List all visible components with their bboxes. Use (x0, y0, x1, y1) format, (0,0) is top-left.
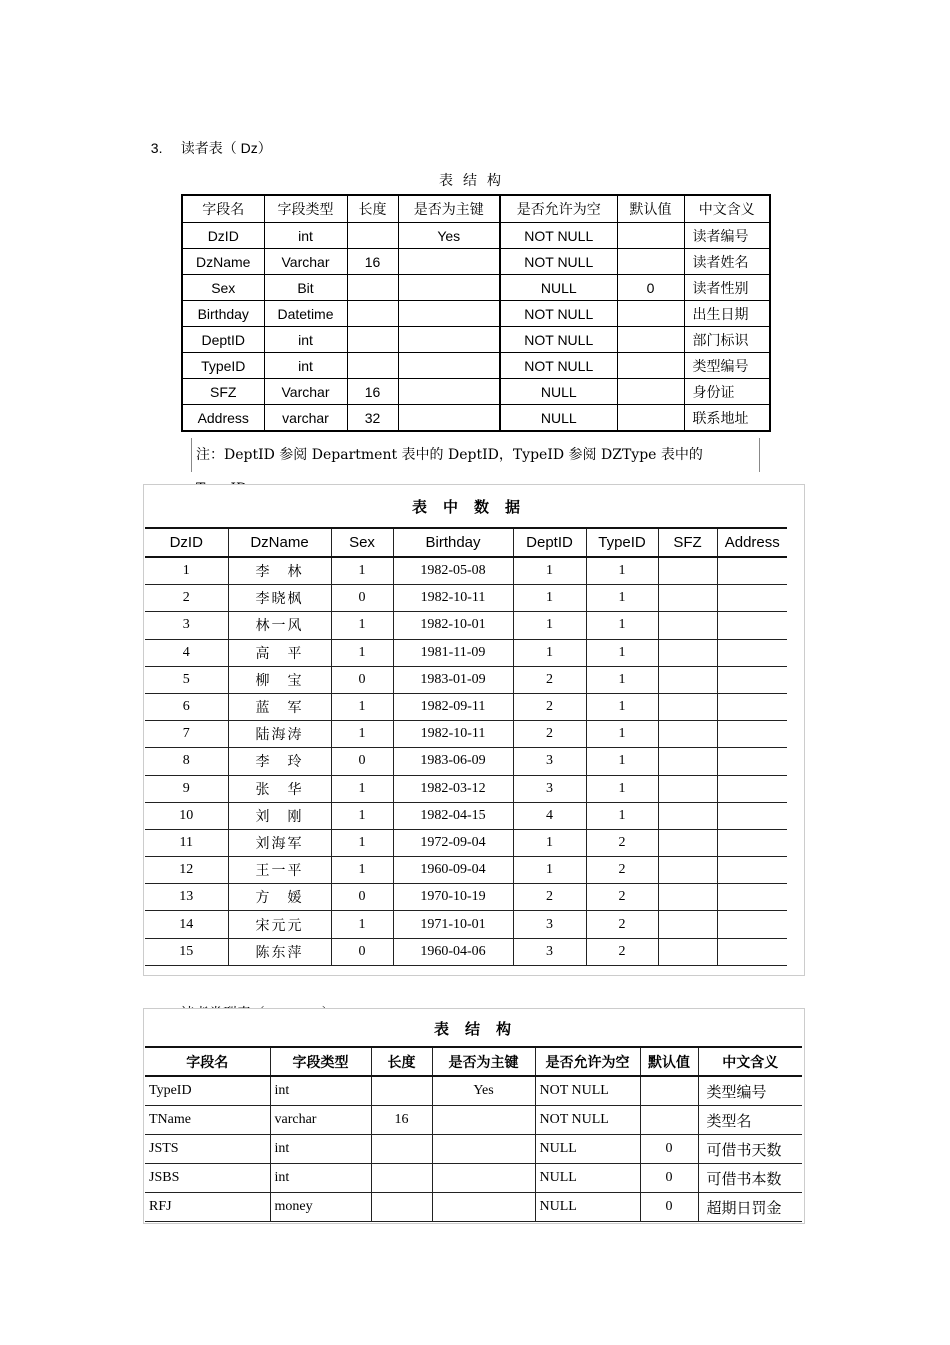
dz-data-cell (658, 829, 717, 856)
dz-structure-cell: Bit (264, 275, 347, 301)
dz-data-cell: 1 (513, 829, 586, 856)
dztype-cell (371, 1076, 432, 1106)
dz-structure-cell (347, 353, 398, 379)
dz-reference-note: 注：DeptID 参阅 Department 表中的 DeptID，TypeID 参阅 DZType 表中的 (191, 438, 760, 472)
dz-data-cell (717, 857, 787, 884)
dz-structure-cell: NOT NULL (500, 327, 617, 353)
dz-structure-cell: 16 (347, 379, 398, 405)
dz-data-cell: 高 平 (228, 639, 331, 666)
dz-data-cell: 2 (145, 585, 228, 612)
dz-data-cell (658, 938, 717, 965)
dz-structure-cell (347, 327, 398, 353)
dz-data-cell: 10 (145, 802, 228, 829)
dz-data-row (145, 585, 787, 612)
dz-data-header-cell: TypeID (586, 528, 658, 557)
dz-data-cell: 1970-10-19 (393, 884, 513, 911)
dz-data-row (145, 612, 787, 639)
dztype-cell: 可借书天数 (698, 1135, 802, 1164)
dz-structure-cell: DzName (182, 249, 264, 275)
dztype-header-cell: 长度 (371, 1047, 432, 1076)
dz-data-cell: 蓝 军 (228, 693, 331, 720)
dz-data-cell: 1 (331, 639, 393, 666)
dz-structure-header-cell: 字段类型 (264, 195, 347, 223)
dz-data-header-row (145, 528, 787, 557)
dztype-cell: TypeID (145, 1076, 270, 1106)
dztype-cell: NOT NULL (535, 1106, 640, 1135)
dz-structure-cell: DzID (182, 223, 264, 249)
dz-structure-cell: int (264, 223, 347, 249)
dz-data-row (145, 911, 787, 938)
dz-data-cell: 1982-03-12 (393, 775, 513, 802)
dztype-cell: NULL (535, 1135, 640, 1164)
dz-structure-cell: Address (182, 405, 264, 432)
dz-structure-row (182, 353, 770, 379)
dz-structure-cell: 16 (347, 249, 398, 275)
dz-data-cell: 1 (513, 639, 586, 666)
dz-data-cell (717, 612, 787, 639)
dz-data-row (145, 639, 787, 666)
dz-structure-header-row (182, 195, 770, 223)
dz-data-cell (658, 666, 717, 693)
dz-structure-header-cell: 中文含义 (684, 195, 770, 223)
dz-data-cell: 2 (586, 884, 658, 911)
dztype-cell (371, 1193, 432, 1222)
dz-data-row (145, 857, 787, 884)
dz-data-header-cell: Address (717, 528, 787, 557)
dz-structure-cell: DeptID (182, 327, 264, 353)
dz-structure-row (182, 249, 770, 275)
dztype-cell (371, 1164, 432, 1193)
dz-data-cell: 0 (331, 884, 393, 911)
dztype-cell: NOT NULL (535, 1076, 640, 1106)
dz-data-row (145, 775, 787, 802)
dz-data-cell: 1972-09-04 (393, 829, 513, 856)
dz-structure-cell: NULL (500, 405, 617, 432)
dz-data-cell: 1 (331, 693, 393, 720)
dztype-header-cell: 字段类型 (270, 1047, 371, 1076)
dz-data-cell: 1 (331, 557, 393, 585)
dz-data-cell: 刘 刚 (228, 802, 331, 829)
dz-structure-cell: Varchar (264, 249, 347, 275)
dztype-cell: 0 (640, 1164, 698, 1193)
dz-data-cell: 2 (513, 721, 586, 748)
dztype-structure-table (145, 1046, 802, 1222)
dz-data-row (145, 748, 787, 775)
dztype-cell: NULL (535, 1193, 640, 1222)
section-3-number: 3. (150, 140, 163, 156)
dztype-header-cell: 字段名 (145, 1047, 270, 1076)
dz-data-cell: 1960-09-04 (393, 857, 513, 884)
dz-structure-cell: varchar (264, 405, 347, 432)
dz-structure-row (182, 275, 770, 301)
dztype-cell: NULL (535, 1164, 640, 1193)
dz-data-cell: 2 (513, 884, 586, 911)
dz-structure-cell: Birthday (182, 301, 264, 327)
dz-data-cell: 1 (586, 557, 658, 585)
dz-data-row (145, 721, 787, 748)
dz-data-cell: 1 (331, 857, 393, 884)
dz-data-cell: 1 (331, 802, 393, 829)
dz-data-cell: 0 (331, 938, 393, 965)
dz-structure-cell (617, 405, 684, 432)
dz-data-cell: 4 (145, 639, 228, 666)
dz-data-cell: 李 林 (228, 557, 331, 585)
dz-structure-cell (617, 327, 684, 353)
dz-data-table (145, 527, 787, 966)
dz-structure-header-cell: 是否为主键 (398, 195, 500, 223)
dz-data-cell: 3 (513, 775, 586, 802)
dz-structure-cell: int (264, 327, 347, 353)
dz-structure-cell (617, 379, 684, 405)
dz-structure-cell: NOT NULL (500, 223, 617, 249)
dz-data-cell: 1983-06-09 (393, 748, 513, 775)
dz-structure-cell: NULL (500, 275, 617, 301)
dz-structure-cell (347, 301, 398, 327)
dz-structure-cell: Datetime (264, 301, 347, 327)
dz-data-cell: 0 (331, 666, 393, 693)
dz-data-cell: 3 (513, 938, 586, 965)
dz-data-cell: 3 (145, 612, 228, 639)
dz-structure-row (182, 379, 770, 405)
dz-data-cell (658, 802, 717, 829)
dz-structure-cell: 出生日期 (684, 301, 770, 327)
dztype-cell (640, 1106, 698, 1135)
dz-structure-table (181, 194, 771, 432)
dz-structure-cell: 身份证 (684, 379, 770, 405)
dz-data-cell: 2 (586, 911, 658, 938)
dztype-cell (432, 1193, 535, 1222)
dz-data-cell: 1 (586, 748, 658, 775)
dz-data-cell (658, 639, 717, 666)
dz-structure-cell: NOT NULL (500, 301, 617, 327)
dz-data-cell (717, 911, 787, 938)
dztype-cell (371, 1135, 432, 1164)
dz-structure-cell (347, 275, 398, 301)
dz-structure-cell (398, 379, 500, 405)
dztype-cell: 0 (640, 1135, 698, 1164)
dz-structure-cell: NOT NULL (500, 249, 617, 275)
dz-data-cell: 3 (513, 748, 586, 775)
dz-structure-cell: 部门标识 (684, 327, 770, 353)
dz-structure-row (182, 223, 770, 249)
dztype-cell: money (270, 1193, 371, 1222)
dz-structure-cell: Varchar (264, 379, 347, 405)
dztype-cell: TName (145, 1106, 270, 1135)
dz-data-cell: 1982-04-15 (393, 802, 513, 829)
dztype-cell: 0 (640, 1193, 698, 1222)
dztype-cell: int (270, 1164, 371, 1193)
dz-data-header-cell: Sex (331, 528, 393, 557)
dz-data-cell (717, 748, 787, 775)
dztype-cell: varchar (270, 1106, 371, 1135)
dz-data-cell (658, 721, 717, 748)
dz-structure-cell (617, 249, 684, 275)
dztype-row (145, 1164, 802, 1193)
dz-data-cell: 9 (145, 775, 228, 802)
dz-data-cell: 13 (145, 884, 228, 911)
dz-structure-cell (398, 353, 500, 379)
section-3-heading (143, 122, 272, 158)
dz-structure-cell (398, 301, 500, 327)
section-3-title: 读者表（ Dz） (180, 140, 272, 156)
dz-data-cell: 1982-10-01 (393, 612, 513, 639)
dz-data-cell: 1982-10-11 (393, 721, 513, 748)
dz-structure-row (182, 405, 770, 432)
dz-data-cell (717, 721, 787, 748)
dz-data-cell (658, 585, 717, 612)
dz-data-cell (717, 639, 787, 666)
dz-data-cell (658, 857, 717, 884)
dz-data-cell: 1 (331, 829, 393, 856)
dz-data-cell (658, 884, 717, 911)
dz-data-cell: 1 (331, 911, 393, 938)
dztype-row (145, 1076, 802, 1106)
dztype-header-cell: 默认值 (640, 1047, 698, 1076)
dz-data-cell (717, 884, 787, 911)
dz-data-cell: 6 (145, 693, 228, 720)
dz-data-cell: 7 (145, 721, 228, 748)
dz-data-cell: 1 (586, 802, 658, 829)
dztype-cell: Yes (432, 1076, 535, 1106)
dz-data-cell (717, 666, 787, 693)
dz-data-cell: 陆海涛 (228, 721, 331, 748)
dz-data-cell: 1982-09-11 (393, 693, 513, 720)
dztype-cell: 可借书本数 (698, 1164, 802, 1193)
dz-data-cell: 1 (586, 585, 658, 612)
dz-structure-cell: NULL (500, 379, 617, 405)
dz-structure-cell (398, 275, 500, 301)
dztype-row (145, 1193, 802, 1222)
dz-data-cell: 1 (586, 693, 658, 720)
dztype-cell: 16 (371, 1106, 432, 1135)
dz-data-cell (717, 557, 787, 585)
dz-data-cell: 张 华 (228, 775, 331, 802)
dz-data-cell: 1 (513, 557, 586, 585)
dz-data-cell: 5 (145, 666, 228, 693)
dz-data-cell: 0 (331, 748, 393, 775)
dztype-cell: JSBS (145, 1164, 270, 1193)
dztype-header-cell: 是否为主键 (432, 1047, 535, 1076)
dztype-cell: int (270, 1076, 371, 1106)
dz-data-cell: 1 (331, 612, 393, 639)
dz-structure-cell: NOT NULL (500, 353, 617, 379)
dz-data-header-cell: DzID (145, 528, 228, 557)
dz-data-cell: 1 (586, 612, 658, 639)
dz-data-row (145, 693, 787, 720)
dz-data-cell: 李晓枫 (228, 585, 331, 612)
dz-data-cell: 1 (586, 639, 658, 666)
dztype-cell: JSTS (145, 1135, 270, 1164)
dz-structure-header-cell: 字段名 (182, 195, 264, 223)
dz-data-cell: 2 (586, 938, 658, 965)
dz-data-cell: 1 (513, 612, 586, 639)
dz-data-row (145, 884, 787, 911)
dz-structure-cell: 联系地址 (684, 405, 770, 432)
dz-structure-cell: Sex (182, 275, 264, 301)
dz-structure-caption: 表结构 (439, 172, 511, 188)
dztype-cell (432, 1135, 535, 1164)
dz-data-row (145, 802, 787, 829)
dz-data-cell (658, 557, 717, 585)
dz-data-cell: 宋元元 (228, 911, 331, 938)
dz-structure-cell (617, 223, 684, 249)
dz-structure-cell: 0 (617, 275, 684, 301)
dz-structure-cell: Yes (398, 223, 500, 249)
dz-data-cell (658, 748, 717, 775)
dz-data-cell (717, 585, 787, 612)
dz-data-cell: 1981-11-09 (393, 639, 513, 666)
dz-structure-cell (398, 327, 500, 353)
dz-data-cell (658, 612, 717, 639)
dz-data-cell: 2 (513, 666, 586, 693)
dz-structure-cell: TypeID (182, 353, 264, 379)
dz-data-cell: 15 (145, 938, 228, 965)
dz-data-cell: 1983-01-09 (393, 666, 513, 693)
dz-data-cell: 2 (513, 693, 586, 720)
dztype-cell (432, 1106, 535, 1135)
dz-structure-cell: 类型编号 (684, 353, 770, 379)
dz-structure-cell: 读者编号 (684, 223, 770, 249)
dz-data-row (145, 938, 787, 965)
dz-data-cell: 1 (586, 666, 658, 693)
dz-data-cell: 2 (586, 857, 658, 884)
dz-structure-header-cell: 长度 (347, 195, 398, 223)
dztype-header-row (145, 1047, 802, 1076)
dz-structure-row (182, 301, 770, 327)
dztype-row (145, 1106, 802, 1135)
dz-structure-cell: 读者性别 (684, 275, 770, 301)
dz-data-cell: 1 (513, 857, 586, 884)
dz-data-cell (658, 775, 717, 802)
dz-data-cell: 12 (145, 857, 228, 884)
dz-data-cell: 1 (145, 557, 228, 585)
dz-data-cell: 11 (145, 829, 228, 856)
dz-data-cell (658, 693, 717, 720)
dz-structure-row (182, 327, 770, 353)
dz-structure-cell (617, 353, 684, 379)
dz-data-header-cell: Birthday (393, 528, 513, 557)
dz-structure-cell: int (264, 353, 347, 379)
dz-data-cell: 1 (331, 721, 393, 748)
dz-data-cell: 3 (513, 911, 586, 938)
dz-structure-cell: SFZ (182, 379, 264, 405)
dz-data-cell: 2 (586, 829, 658, 856)
dz-data-cell: 刘海军 (228, 829, 331, 856)
dz-structure-cell (398, 405, 500, 432)
dz-data-cell: 1982-05-08 (393, 557, 513, 585)
dz-data-cell (717, 802, 787, 829)
dz-data-cell: 1971-10-01 (393, 911, 513, 938)
dz-data-row (145, 557, 787, 585)
dz-data-cell: 陈东萍 (228, 938, 331, 965)
dz-data-cell: 1 (586, 775, 658, 802)
dz-data-cell: 0 (331, 585, 393, 612)
dztype-cell: 类型编号 (698, 1076, 802, 1106)
dz-data-row (145, 666, 787, 693)
dztype-cell (640, 1076, 698, 1106)
dz-data-cell (717, 829, 787, 856)
dz-data-cell (658, 911, 717, 938)
dz-data-cell: 王一平 (228, 857, 331, 884)
dz-data-header-cell: DeptID (513, 528, 586, 557)
dz-data-cell: 林一风 (228, 612, 331, 639)
dz-data-cell (717, 693, 787, 720)
dztype-cell: 超期日罚金 (698, 1193, 802, 1222)
dz-structure-header-cell: 默认值 (617, 195, 684, 223)
dztype-cell: int (270, 1135, 371, 1164)
dztype-header-cell: 是否允许为空 (535, 1047, 640, 1076)
dztype-cell (432, 1164, 535, 1193)
dz-data-cell: 1 (513, 585, 586, 612)
dztype-cell: 类型名 (698, 1106, 802, 1135)
dz-data-caption: 表中数据 (412, 498, 537, 516)
dz-data-cell: 4 (513, 802, 586, 829)
dz-data-cell (717, 938, 787, 965)
dz-data-cell: 8 (145, 748, 228, 775)
dztype-row (145, 1135, 802, 1164)
dz-data-row (145, 829, 787, 856)
dz-structure-cell: 32 (347, 405, 398, 432)
dz-data-cell: 柳 宝 (228, 666, 331, 693)
dz-data-cell: 14 (145, 911, 228, 938)
dz-data-header-cell: DzName (228, 528, 331, 557)
dztype-structure-caption: 表结构 (434, 1020, 528, 1038)
dz-data-cell: 方 媛 (228, 884, 331, 911)
dz-data-header-cell: SFZ (658, 528, 717, 557)
dz-data-cell: 1982-10-11 (393, 585, 513, 612)
dz-structure-cell (617, 301, 684, 327)
dz-data-cell (717, 775, 787, 802)
dz-data-cell: 1 (331, 775, 393, 802)
dz-data-cell: 李 玲 (228, 748, 331, 775)
dztype-header-cell: 中文含义 (698, 1047, 802, 1076)
dz-structure-header-cell: 是否允许为空 (500, 195, 617, 223)
dz-data-cell: 1960-04-06 (393, 938, 513, 965)
dz-structure-cell (347, 223, 398, 249)
dztype-cell: RFJ (145, 1193, 270, 1222)
dz-structure-cell: 读者姓名 (684, 249, 770, 275)
dz-data-cell: 1 (586, 721, 658, 748)
dz-structure-cell (398, 249, 500, 275)
